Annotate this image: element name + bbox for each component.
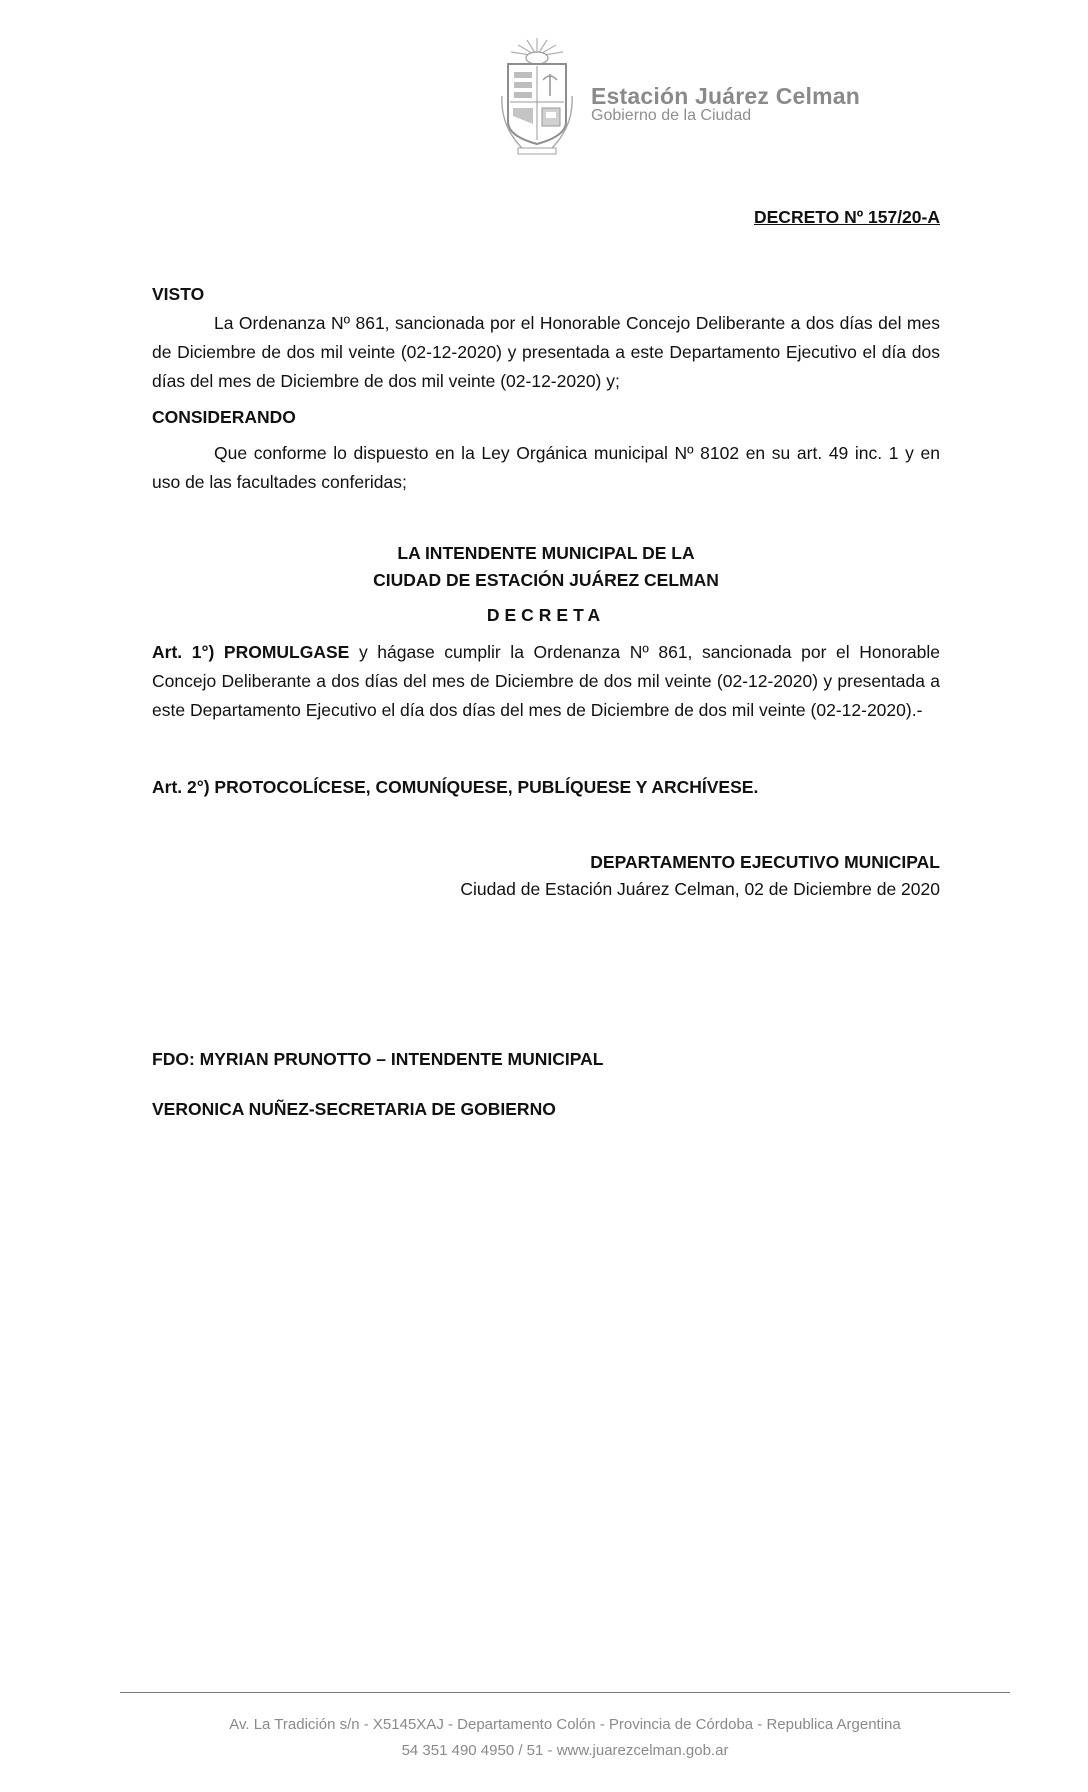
municipal-crest-icon bbox=[496, 36, 578, 158]
footer-contact: 54 351 490 4950 / 51 - www.juarezcelman.gob.ar bbox=[401, 1742, 729, 1759]
authority-line-1: LA INTENDENTE MUNICIPAL DE LA bbox=[397, 543, 695, 563]
city-date: Ciudad de Estación Juárez Celman, 02 de Diciembre de 2020 bbox=[460, 879, 940, 899]
decree-number: DECRETO Nº 157/20-A bbox=[754, 207, 940, 227]
considerando-text: Que conforme lo dispuesto en la Ley Orgánica municipal Nº 8102 en su art. 49 inc. 1 y en uso de las facultades conferidas; bbox=[152, 443, 940, 492]
brand-subtitle: Gobierno de la Ciudad bbox=[591, 107, 752, 124]
signatory-secretary: VERONICA NUÑEZ-SECRETARIA DE GOBIERNO bbox=[152, 1099, 556, 1119]
considerando-paragraph bbox=[152, 439, 940, 497]
visto-text: La Ordenanza Nº 861, sancionada por el Honorable Concejo Deliberante a dos días del mes de Diciembre de dos mil veinte (02-12-2020) y presentada a este Departamento Ejecutivo el día dos días del mes de Diciembre de dos mil veinte (02-12-2020) y; bbox=[152, 313, 940, 391]
authority-line-2: CIUDAD DE ESTACIÓN JUÁREZ CELMAN bbox=[373, 570, 719, 590]
article-1-text: y hágase cumplir la Ordenanza Nº 861, sancionada por el Honorable Concejo Deliberante a dos días del mes de Diciembre de dos mil veinte (02-12-2020) y presentada a este Departamento Ejecutivo el día dos días del mes de Diciembre de dos mil veinte (02-12-2020).- bbox=[152, 642, 940, 720]
considerando-heading: CONSIDERANDO bbox=[152, 407, 296, 427]
article-1-label: Art. 1°) PROMULGASE bbox=[152, 642, 350, 662]
signatory-mayor: FDO: MYRIAN PRUNOTTO – INTENDENTE MUNICIPAL bbox=[152, 1049, 604, 1069]
brand-title: Estación Juárez Celman bbox=[591, 83, 861, 109]
decreta-heading: DECRETA bbox=[486, 605, 606, 625]
article-1 bbox=[152, 638, 940, 725]
visto-paragraph bbox=[152, 309, 940, 396]
footer-address: Av. La Tradición s/n - X5145XAJ - Departamento Colón - Provincia de Córdoba - Republica Argentina bbox=[229, 1716, 901, 1733]
footer-divider bbox=[120, 1692, 1010, 1693]
visto-heading: VISTO bbox=[152, 284, 205, 304]
department-name: DEPARTAMENTO EJECUTIVO MUNICIPAL bbox=[590, 852, 940, 872]
article-2: Art. 2°) PROTOCOLÍCESE, COMUNÍQUESE, PUBLÍQUESE Y ARCHÍVESE. bbox=[152, 777, 759, 797]
